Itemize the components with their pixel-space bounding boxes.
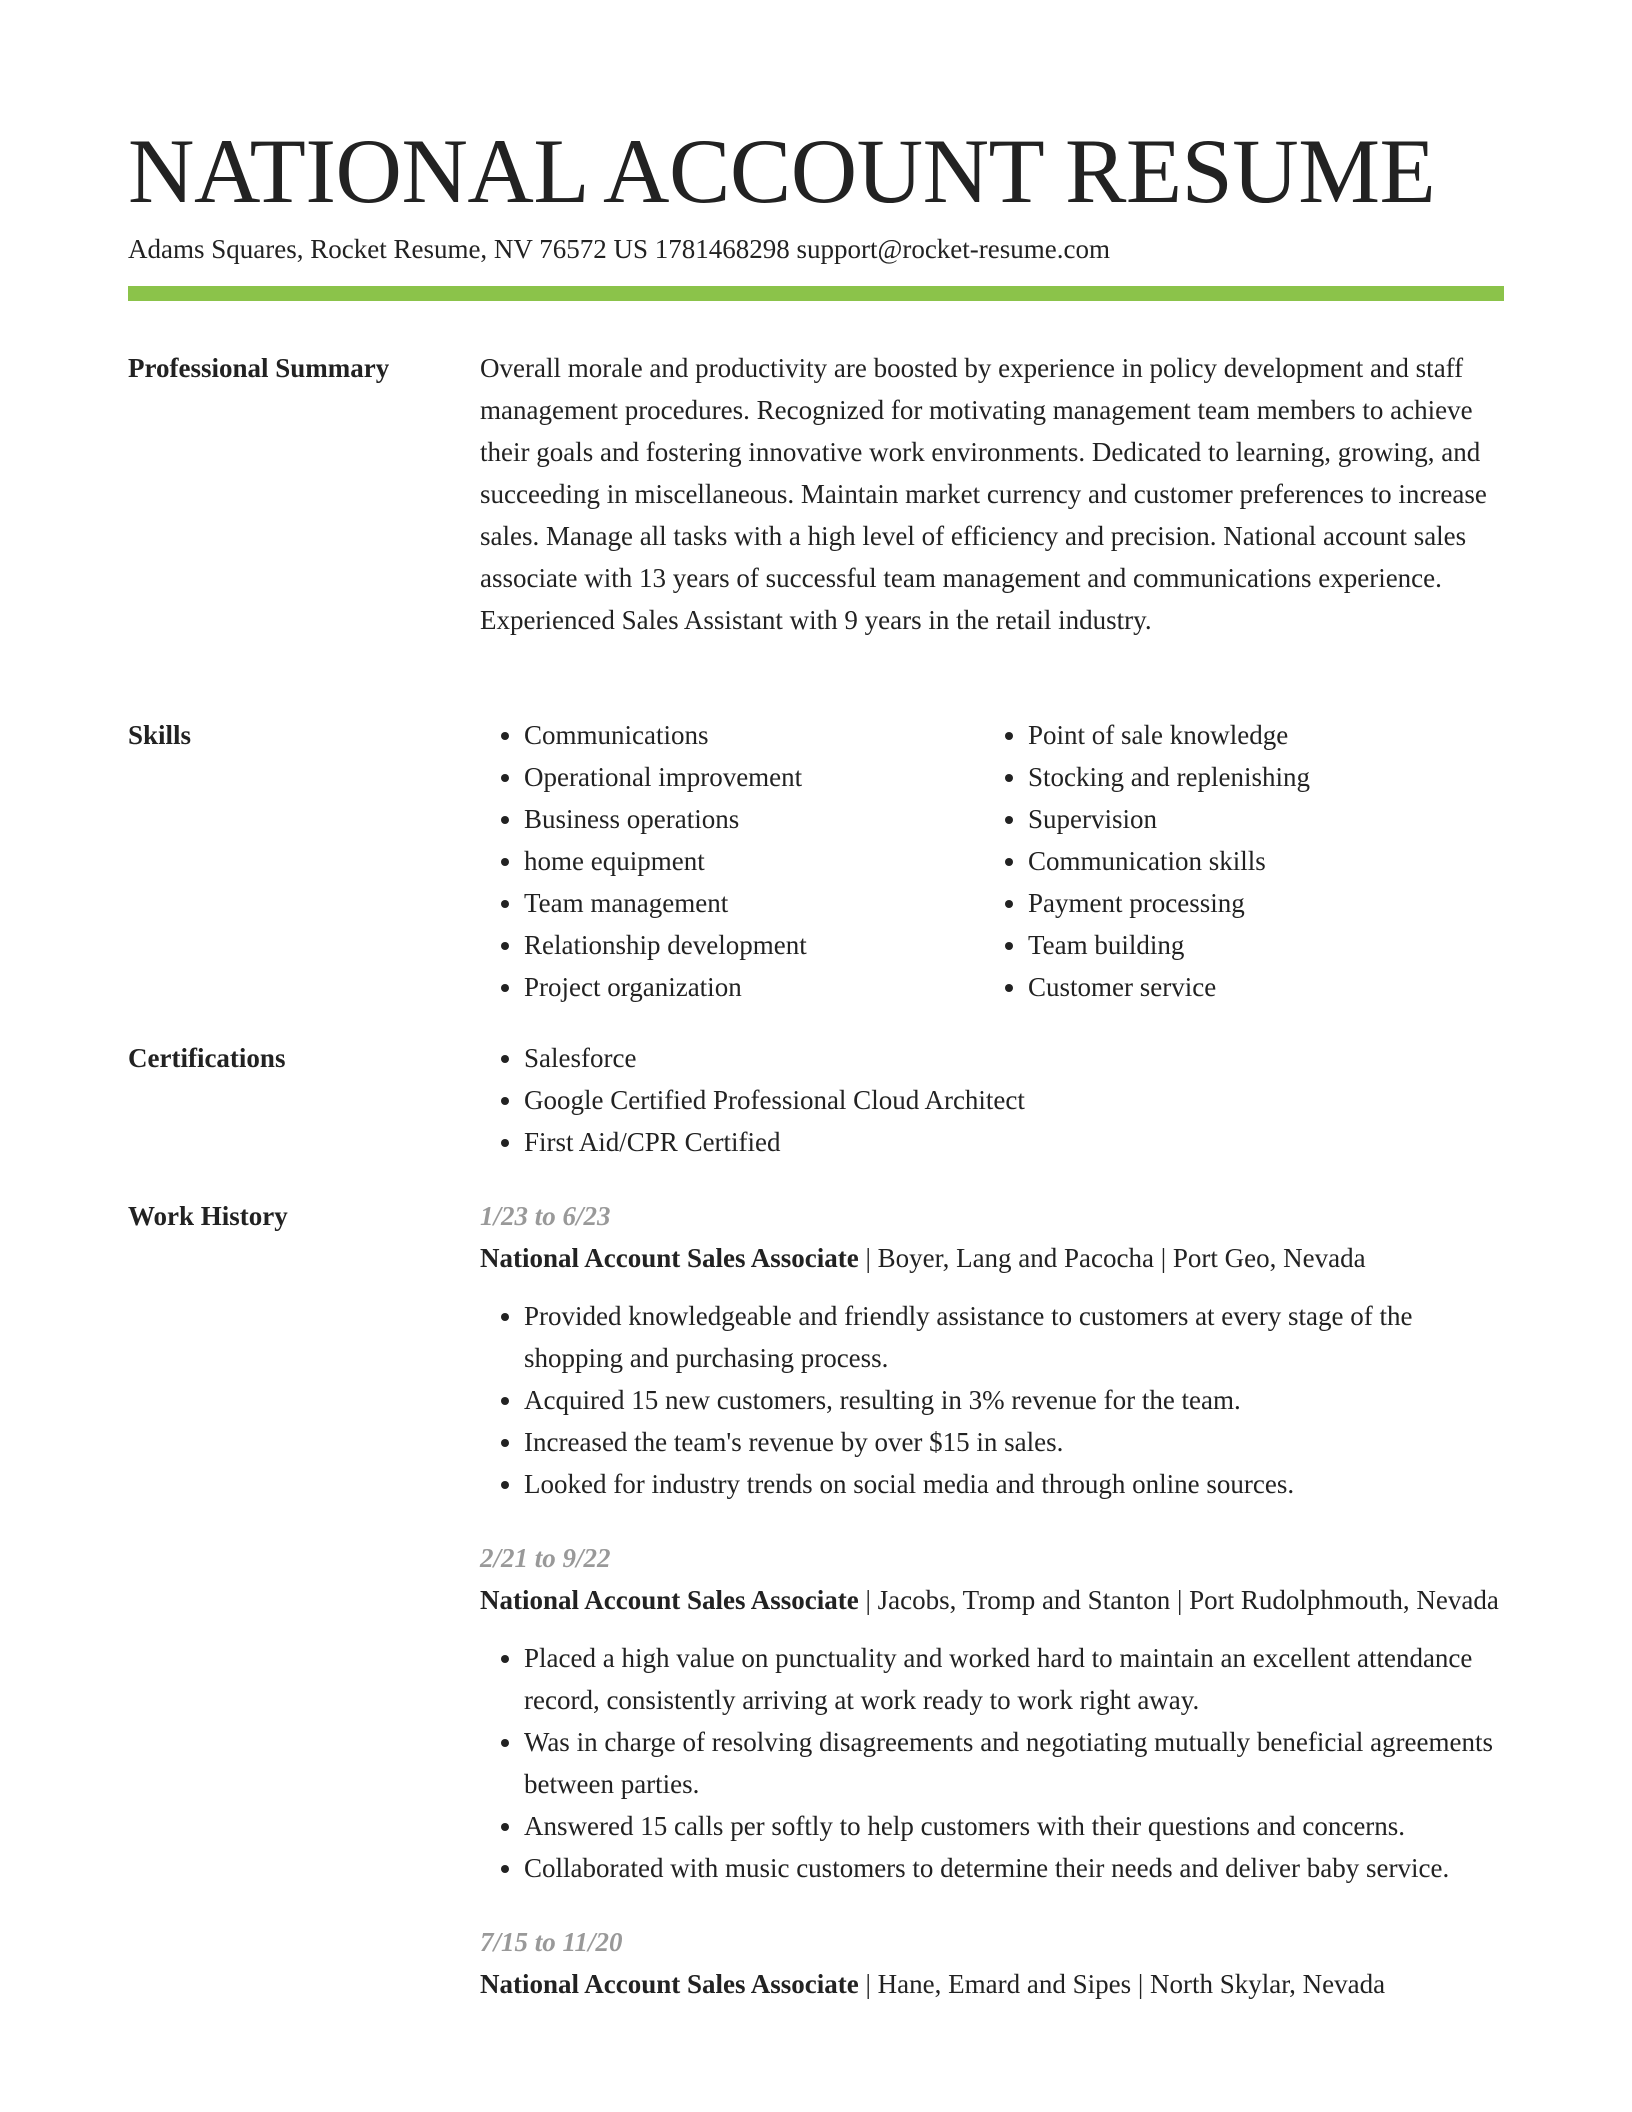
accent-divider	[128, 286, 1504, 301]
skill-item: • Customer service	[1028, 966, 1488, 1008]
work-history-body	[480, 1195, 1506, 2037]
skill-item: • Point of sale knowledge	[1028, 714, 1488, 756]
section-title-summary: Professional Summary	[128, 353, 390, 383]
summary-text: Overall morale and productivity are boosted by experience in policy development and staff management procedures. Recognized for motivating management team members to achieve their goals and fostering innovative work environments. Dedicated to learning, growing, and succeeding in miscellaneous. Maintain market currency and customer preferences to increase sales. Manage all tasks with a high level of efficiency and precision. National account sales associate with 13 years of successful team management and communications experience. Experienced Sales Assistant with 9 years in the retail industry.	[480, 353, 1487, 635]
job-heading	[480, 1237, 1506, 1279]
skill-item: • Supervision	[1028, 798, 1488, 840]
job-bullet: • Placed a high value on punctuality and worked hard to maintain an excellent attendance record, consistently arriving at work ready to work right away.	[524, 1637, 1506, 1721]
skill-item: • Relationship development	[524, 924, 984, 966]
skill-item: • Project organization	[524, 966, 984, 1008]
certifications-body	[480, 1037, 1506, 1163]
job-bullet: • Collaborated with music customers to determine their needs and deliver baby service.	[524, 1847, 1506, 1889]
job-dates: 7/15 to 11/20	[480, 1927, 623, 1957]
skill-item: • Payment processing	[1028, 882, 1488, 924]
certification-item: • Google Certified Professional Cloud Architect	[524, 1079, 1506, 1121]
job-title: National Account Sales Associate	[480, 1585, 859, 1615]
certification-item: • Salesforce	[524, 1037, 1506, 1079]
job-bullet: • Acquired 15 new customers, resulting in 3% revenue for the team.	[524, 1379, 1506, 1421]
job-dates: 2/21 to 9/22	[480, 1543, 611, 1573]
section-title-work-history: Work History	[128, 1201, 288, 1231]
job-entry	[480, 1537, 1506, 1889]
skill-item: • Operational improvement	[524, 756, 984, 798]
skill-item: • Team building	[1028, 924, 1488, 966]
job-details: | Boyer, Lang and Pacocha | Port Geo, Nevada	[858, 1243, 1366, 1273]
skill-item: • Communications	[524, 714, 984, 756]
job-title: National Account Sales Associate	[480, 1243, 859, 1273]
certification-item: • First Aid/CPR Certified	[524, 1121, 1506, 1163]
skill-item: • Business operations	[524, 798, 984, 840]
job-dates: 1/23 to 6/23	[480, 1201, 611, 1231]
job-details: | Hane, Emard and Sipes | North Skylar, Nevada	[858, 1969, 1386, 1999]
contact-line: Adams Squares, Rocket Resume, NV 76572 US 1781468298 support@rocket-resume.com	[128, 234, 1110, 264]
job-details: | Jacobs, Tromp and Stanton | Port Rudolphmouth, Nevada	[858, 1585, 1499, 1615]
certifications-list	[480, 1037, 1506, 1163]
job-entry	[480, 1921, 1506, 2005]
job-bullets	[480, 1637, 1506, 1889]
job-entry	[480, 1195, 1506, 1505]
job-bullet: • Was in charge of resolving disagreements and negotiating mutually beneficial agreements between parties.	[524, 1721, 1506, 1805]
skills-body	[480, 714, 1506, 1008]
skill-item: • home equipment	[524, 840, 984, 882]
skills-column-right	[984, 714, 1488, 1008]
skill-item: • Communication skills	[1028, 840, 1488, 882]
job-heading	[480, 1579, 1506, 1621]
skills-list-right	[984, 714, 1488, 1008]
job-title: National Account Sales Associate	[480, 1969, 859, 1999]
skill-item: • Team management	[524, 882, 984, 924]
job-bullet: • Answered 15 calls per softly to help customers with their questions and concerns.	[524, 1805, 1506, 1847]
skills-column-left	[480, 714, 984, 1008]
summary-body	[480, 347, 1506, 641]
job-heading	[480, 1963, 1506, 2005]
section-title-certifications: Certifications	[128, 1043, 286, 1073]
job-bullets	[480, 1295, 1506, 1505]
job-bullet: • Provided knowledgeable and friendly assistance to customers at every stage of the shopping and purchasing process.	[524, 1295, 1506, 1379]
skills-list-left	[480, 714, 984, 1008]
skill-item: • Stocking and replenishing	[1028, 756, 1488, 798]
job-bullet: • Looked for industry trends on social media and through online sources.	[524, 1463, 1506, 1505]
section-title-skills: Skills	[128, 720, 192, 750]
job-bullet: • Increased the team's revenue by over $15 in sales.	[524, 1421, 1506, 1463]
resume-title: NATIONAL ACCOUNT RESUME	[128, 120, 1436, 222]
